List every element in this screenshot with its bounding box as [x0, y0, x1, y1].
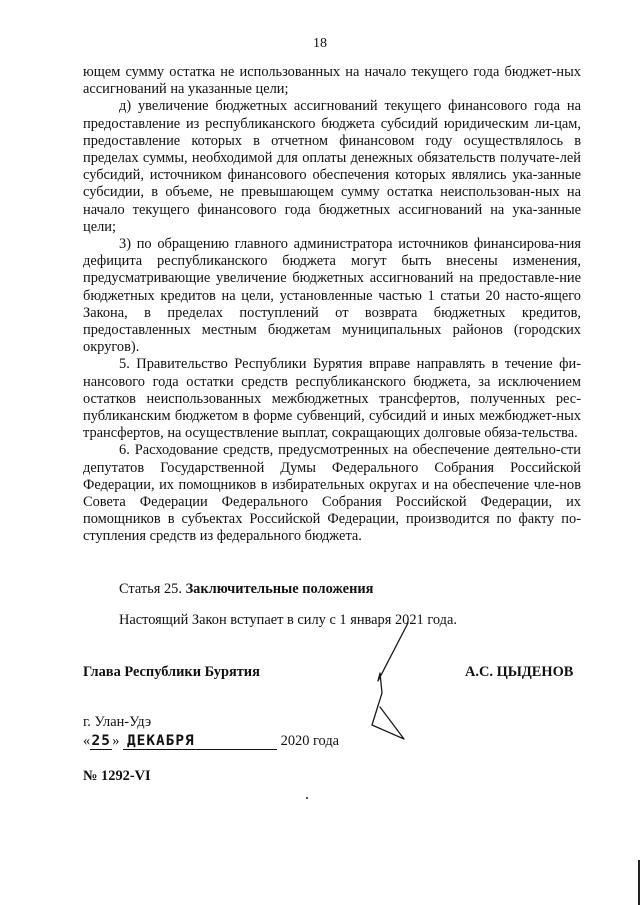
- effective-date-text: Настоящий Закон вступает в силу с 1 января 2021 года.: [119, 612, 457, 628]
- signatory-name: А.С. ЦЫДЕНОВ: [465, 664, 574, 680]
- page-number: 18: [313, 36, 327, 51]
- article-heading: [119, 581, 373, 598]
- handwritten-signature-icon: [360, 615, 440, 745]
- place-of-signing: г. Улан-Удэ: [83, 714, 152, 730]
- date-open-quote: «: [83, 733, 91, 749]
- paragraph-item-3: 3) по обращению главного администратора источников финансирова-ния дефицита республиканского бюджета могут быть внесены изменения, предусматривающие увеличение бюджетных ассигнований на предоставле-ние бюджетных кредитов на цели, установленные частью 1 статьи 20 насто-ящего Закона, в пределах поступлений от возврата бюджетных кредитов, предоставленных местным бюджетам муниципальных районов (городских округов).: [83, 236, 581, 356]
- paragraph-clause-5: 5. Правительство Республики Бурятия вправе направлять в течение фи-нансового года остатки средств республиканского бюджета, за исключением остатков неиспользованных межбюджетных трансфертов, полученных рес-публиканским бюджетом в форме субвенций, субсидий и иных межбюджет-ных трансфертов, на осуществление выплат, сокращающих долговые обяза-тельства.: [83, 356, 581, 442]
- law-number: № 1292-VI: [83, 768, 151, 784]
- article-number: Статья 25.: [119, 581, 182, 597]
- signing-date: [83, 733, 339, 750]
- date-year: 2020 года: [280, 733, 340, 749]
- paragraph-clause-6: 6. Расходование средств, предусмотренных на обеспечение деятельно-сти депутатов Государственной Думы Федерального Собрания Российской Федерации, их помощников в избирательных округах и на обеспечение чле-нов Совета Федерации Федерального Собрания Российской Федерации, их помощников в субъектах Российской Федерации, производится по факту по-ступления средств из федерального бюджета.: [83, 442, 581, 545]
- signatory-position: Глава Республики Бурятия: [83, 664, 260, 680]
- date-close-quote: »: [112, 733, 120, 749]
- law-body-text: [83, 64, 581, 546]
- date-day: 25: [91, 733, 111, 749]
- paragraph-item-d: д) увеличение бюджетных ассигнований текущего финансового года на предоставление из республиканского бюджета субсидий юридическим ли-цам, предоставление которых в отчетном финансовом году осуществлялось в пределах суммы, необходимой для оплаты денежных обязательств получате-лей субсидий, источником финансового обеспечения которых являлись ука-занные субсидии, в объеме, не превышающем сумму остатка неиспользован-ных на начало текущего финансового года бюджетных ассигнований на ука-занные цели;: [83, 98, 581, 235]
- date-month: ДЕКАБРЯ: [123, 733, 277, 750]
- paragraph-continuation: ющем сумму остатка не использованных на начало текущего года бюджет-ных ассигнований на указанные цели;: [83, 64, 581, 98]
- article-title: Заключительные положения: [185, 581, 374, 597]
- scan-speck: [306, 797, 308, 799]
